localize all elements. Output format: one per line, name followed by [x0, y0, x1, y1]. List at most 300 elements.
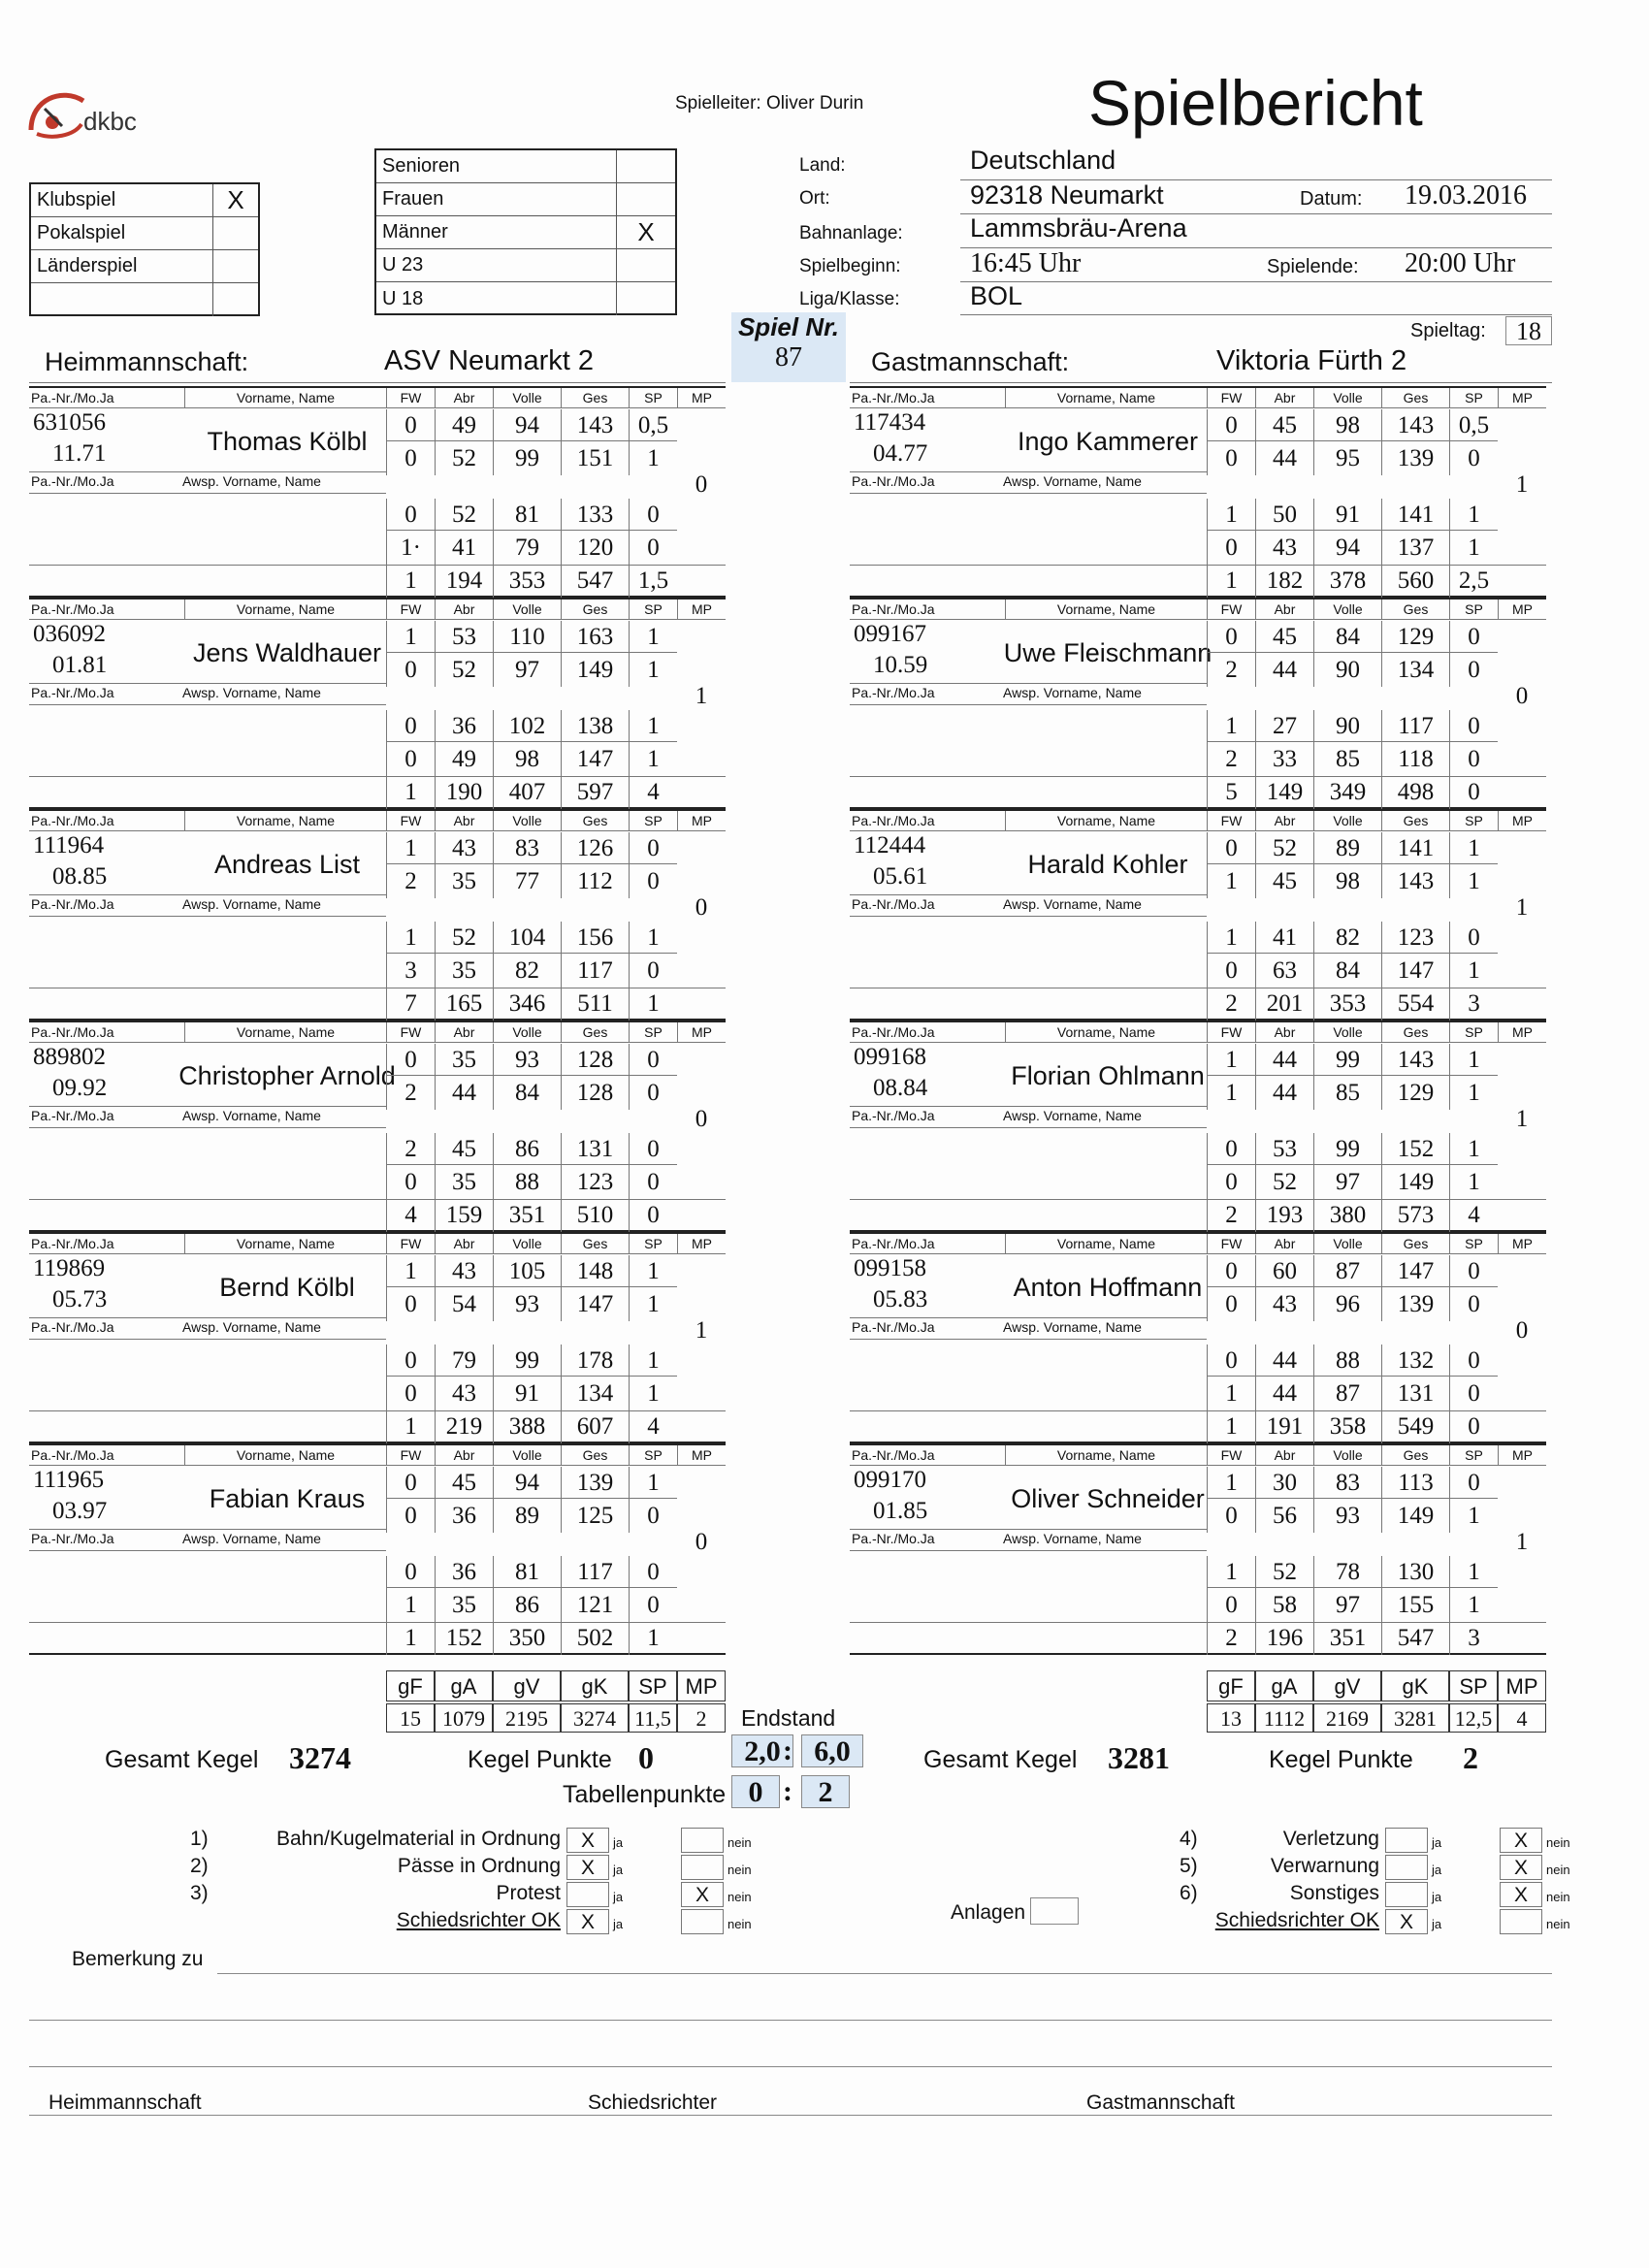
player-name: Oliver Schneider [1011, 1484, 1205, 1513]
totals-value: 3274 [561, 1703, 629, 1733]
total-cell: 549 [1381, 1410, 1449, 1443]
lane-cell: 0 [629, 532, 677, 565]
sub-header-line-2 [29, 493, 386, 494]
class-type-label: Männer [376, 216, 617, 248]
lane-cell: 0 [1207, 1589, 1255, 1622]
col-header-sp: SP [629, 1022, 677, 1042]
datum-label: Datum: [1300, 188, 1363, 210]
totals-header: MP [1498, 1670, 1546, 1701]
check-ja-box[interactable] [1385, 1828, 1428, 1853]
lane-cell: 0 [1449, 1255, 1498, 1288]
col-header-ges: Ges [561, 599, 629, 619]
lane-cell: 84 [1313, 955, 1381, 988]
col-header-substitute: Awsp. Vorname, Name [182, 1108, 321, 1123]
col-header-volle: Volle [493, 1022, 561, 1042]
lane-cell: 1 [1449, 532, 1498, 565]
lane-line [386, 741, 677, 742]
col-header-fw: FW [386, 1234, 435, 1253]
col-header-abr: Abr [435, 811, 493, 830]
lane-cell: 36 [435, 710, 493, 743]
col-header-name: Vorname, Name [1005, 388, 1207, 407]
match-type-mark[interactable]: X [227, 185, 244, 214]
block-header-line [29, 1253, 726, 1254]
total-cell: 3 [1449, 988, 1498, 1021]
col-header-ges: Ges [561, 1022, 629, 1042]
check-nein-box[interactable] [681, 1909, 724, 1934]
lane-cell: 96 [1313, 1288, 1381, 1321]
lane-cell: 85 [1313, 1077, 1381, 1110]
total-cell: 358 [1313, 1410, 1381, 1443]
col-header-substitute: Awsp. Vorname, Name [1003, 473, 1142, 489]
class-type-box [374, 148, 677, 315]
col-header-abr: Abr [435, 599, 493, 619]
totals-header: gK [1381, 1670, 1449, 1701]
check-nein-box[interactable]: X [681, 1882, 724, 1907]
lane-cell: 44 [1255, 442, 1313, 475]
lane-cell: 83 [1313, 1467, 1381, 1500]
col-header-name: Vorname, Name [184, 811, 386, 830]
col-header-substitute: Awsp. Vorname, Name [1003, 1319, 1142, 1335]
player-name: Harald Kohler [1027, 850, 1188, 879]
lane-cell: 104 [493, 922, 561, 955]
lane-cell: 0 [629, 1556, 677, 1589]
match-type-label: Länderspiel [31, 250, 213, 282]
col-header-ges: Ges [1381, 811, 1449, 830]
check-number: 5) [1180, 1855, 1198, 1877]
col-header-pass-sub: Pa.-Nr./Mo.Ja [852, 685, 935, 700]
match-point: 0 [695, 1106, 708, 1132]
away-team-label: Gastmannschaft: [871, 347, 1070, 376]
lane-cell: 149 [1381, 1500, 1449, 1533]
col-header-volle: Volle [493, 599, 561, 619]
lane-cell: 0 [386, 1345, 435, 1377]
total-cell: 607 [561, 1410, 629, 1443]
lane-cell: 56 [1255, 1500, 1313, 1533]
lane-line [1207, 440, 1498, 441]
sub-header-line [850, 683, 1207, 684]
col-header-pass-sub: Pa.-Nr./Mo.Ja [852, 473, 935, 489]
sub-header-line [29, 1317, 386, 1318]
col-header-substitute: Awsp. Vorname, Name [1003, 896, 1142, 912]
lane-cell: 94 [493, 1467, 561, 1500]
check-ja-box[interactable]: X [566, 1828, 609, 1853]
player-pass-number: 099170 [854, 1467, 926, 1493]
total-cell: 1 [386, 776, 435, 809]
col-header-volle: Volle [493, 1234, 561, 1253]
lane-cell: 54 [435, 1288, 493, 1321]
col-header-name: Vorname, Name [184, 599, 386, 619]
lane-cell: 52 [435, 499, 493, 532]
col-header-mp: MP [677, 1022, 726, 1042]
player-name: Florian Ohlmann [1011, 1061, 1205, 1090]
lane-cell: 1 [1449, 499, 1498, 532]
lane-cell: 83 [493, 832, 561, 865]
match-type-label [31, 283, 213, 316]
sub-header-line [850, 471, 1207, 472]
block-header-line [29, 407, 726, 408]
lane-cell: 63 [1255, 955, 1313, 988]
lane-cell: 93 [493, 1044, 561, 1077]
lane-line [386, 1286, 677, 1287]
col-header-volle: Volle [493, 388, 561, 407]
class-type-row [376, 249, 675, 282]
block-header-line [850, 1465, 1546, 1466]
spiel-nr-value: 87 [775, 342, 802, 373]
col-header-fw: FW [386, 1445, 435, 1465]
col-header-ges: Ges [561, 811, 629, 830]
lane-cell: 1 [629, 1345, 677, 1377]
spiel-nr-box [731, 312, 846, 382]
check-ja-box[interactable] [1385, 1882, 1428, 1907]
match-type-label: Pokalspiel [31, 217, 213, 249]
lane-cell: 60 [1255, 1255, 1313, 1288]
ja-label: ja [1432, 1835, 1442, 1850]
liga-value: BOL [970, 281, 1023, 310]
lane-cell: 1 [629, 1467, 677, 1500]
lane-cell: 0,5 [1449, 409, 1498, 442]
lane-cell: 44 [1255, 1377, 1313, 1410]
col-header-sp: SP [629, 1234, 677, 1253]
lane-cell: 45 [1255, 865, 1313, 898]
total-cell: 193 [1255, 1199, 1313, 1232]
lane-cell: 1 [1449, 1556, 1498, 1589]
check-ja-box[interactable]: X [1385, 1909, 1428, 1934]
lane-cell: 1 [1449, 832, 1498, 865]
lane-cell: 52 [1255, 1556, 1313, 1589]
gesamt-kegel-away: 3281 [1108, 1740, 1170, 1775]
total-cell: 165 [435, 988, 493, 1021]
col-header-name: Vorname, Name [184, 1022, 386, 1042]
lane-cell: 81 [493, 499, 561, 532]
sub-header-line-2 [29, 1339, 386, 1340]
lane-cell: 49 [435, 743, 493, 776]
col-header-abr: Abr [435, 388, 493, 407]
total-cell: 0 [1449, 776, 1498, 809]
lane-cell: 0 [629, 1589, 677, 1622]
lane-cell: 133 [561, 499, 629, 532]
lane-cell: 97 [493, 654, 561, 687]
col-header-sp: SP [1449, 388, 1498, 407]
col-header-sp: SP [1449, 599, 1498, 619]
block-header-line [850, 407, 1546, 408]
col-header-mp: MP [677, 1445, 726, 1465]
lane-cell: 87 [1313, 1377, 1381, 1410]
lane-cell: 0 [386, 1166, 435, 1199]
total-cell: 554 [1381, 988, 1449, 1021]
lane-cell: 2 [1207, 743, 1255, 776]
lane-cell: 0 [1449, 1377, 1498, 1410]
lane-cell: 117 [561, 1556, 629, 1589]
lane-cell: 52 [435, 442, 493, 475]
ja-label: ja [1432, 1890, 1442, 1904]
lane-cell: 45 [1255, 621, 1313, 654]
col-header-volle: Volle [1313, 1022, 1381, 1042]
lane-cell: 1 [1449, 1077, 1498, 1110]
lane-cell: 2 [1207, 654, 1255, 687]
total-cell: 4 [629, 1410, 677, 1443]
lane-cell: 110 [493, 621, 561, 654]
block-header-line [29, 1042, 726, 1043]
sub-header-line-2 [29, 1127, 386, 1128]
sub-header-line [29, 683, 386, 684]
lane-cell: 102 [493, 710, 561, 743]
lane-cell: 147 [561, 1288, 629, 1321]
sub-header-line-2 [850, 916, 1207, 917]
totals-value: 3281 [1381, 1703, 1449, 1733]
sub-header-line-2 [850, 1127, 1207, 1128]
nein-label: nein [1546, 1917, 1570, 1931]
anlagen-label: Anlagen [951, 1901, 1026, 1924]
lane-cell: 143 [1381, 1044, 1449, 1077]
total-cell: 1 [386, 1410, 435, 1443]
totals-header: SP [1449, 1670, 1498, 1701]
dkbc-logo [23, 80, 169, 147]
player-birth-date: 05.61 [873, 863, 928, 890]
lane-cell: 148 [561, 1255, 629, 1288]
col-header-pass-sub: Pa.-Nr./Mo.Ja [852, 1108, 935, 1123]
lane-cell: 0 [1207, 409, 1255, 442]
col-header-mp: MP [1498, 1234, 1546, 1253]
lane-cell: 91 [1313, 499, 1381, 532]
lane-cell: 97 [1313, 1166, 1381, 1199]
lane-cell: 90 [1313, 654, 1381, 687]
check-nein-box[interactable]: X [1500, 1882, 1542, 1907]
player-name: Jens Waldhauer [192, 638, 382, 667]
total-cell: 547 [561, 565, 629, 598]
col-header-substitute: Awsp. Vorname, Name [1003, 685, 1142, 700]
lane-cell: 43 [435, 1255, 493, 1288]
player-birth-date: 05.73 [52, 1286, 108, 1312]
col-header-ges: Ges [561, 388, 629, 407]
class-type-mark[interactable]: X [637, 217, 655, 246]
lane-cell: 155 [1381, 1589, 1449, 1622]
total-cell: 0 [629, 1199, 677, 1232]
lane-line [1207, 530, 1498, 531]
player-name: Bernd Kölbl [219, 1273, 355, 1302]
lane-cell: 0 [386, 1377, 435, 1410]
col-header-ges: Ges [1381, 388, 1449, 407]
lane-cell: 35 [435, 865, 493, 898]
endstand-colon: : [783, 1734, 792, 1766]
lane-line [1207, 1286, 1498, 1287]
check-ja-box[interactable]: X [566, 1855, 609, 1880]
lane-cell: 52 [435, 654, 493, 687]
lane-cell: 143 [1381, 409, 1449, 442]
check-ja-box[interactable] [566, 1882, 609, 1907]
svg-text:dkbc: dkbc [83, 107, 137, 136]
col-header-name: Vorname, Name [184, 1445, 386, 1465]
lane-cell: 44 [1255, 654, 1313, 687]
check-nein-box[interactable] [681, 1855, 724, 1880]
lane-cell: 82 [493, 955, 561, 988]
check-nein-box[interactable]: X [1500, 1828, 1542, 1853]
player-pass-number: 099158 [854, 1255, 926, 1281]
lane-line [386, 863, 677, 864]
col-header-abr: Abr [1255, 388, 1313, 407]
lane-cell: 99 [1313, 1044, 1381, 1077]
lane-cell: 149 [561, 654, 629, 687]
lane-cell: 2 [386, 865, 435, 898]
check-label: Schiedsrichter OK [396, 1909, 561, 1931]
spieltag-label: Spieltag: [1410, 320, 1486, 341]
total-cell: 498 [1381, 776, 1449, 809]
match-type-row [31, 283, 258, 316]
col-header-ges: Ges [1381, 1445, 1449, 1465]
kegelpunkte-away-label: Kegel Punkte [1269, 1746, 1413, 1773]
datum-value: 19.03.2016 [1405, 180, 1527, 211]
col-header-sp: SP [1449, 1445, 1498, 1465]
lane-cell: 2 [386, 1077, 435, 1110]
player-block [29, 809, 726, 1021]
ort-label: Ort: [799, 188, 830, 209]
lane-cell: 86 [493, 1589, 561, 1622]
block-header-line [29, 830, 726, 831]
totals-value: 1079 [435, 1703, 493, 1733]
total-cell: 2 [1207, 1622, 1255, 1655]
lane-cell: 0 [1207, 532, 1255, 565]
total-cell: 182 [1255, 565, 1313, 598]
lane-cell: 143 [561, 409, 629, 442]
lane-cell: 0 [1449, 654, 1498, 687]
lane-cell: 0 [1207, 955, 1255, 988]
ende-label: Spielende: [1267, 256, 1359, 277]
lane-cell: 139 [1381, 442, 1449, 475]
player-name: Ingo Kammerer [1017, 427, 1199, 456]
col-header-mp: MP [677, 599, 726, 619]
lane-cell: 129 [1381, 621, 1449, 654]
check-nein-box[interactable]: X [1500, 1855, 1542, 1880]
col-header-pass-sub: Pa.-Nr./Mo.Ja [31, 1531, 114, 1546]
lane-cell: 113 [1381, 1467, 1449, 1500]
lane-cell: 35 [435, 955, 493, 988]
totals-header: gF [1207, 1670, 1255, 1701]
lane-cell: 0 [629, 1044, 677, 1077]
totals-value: 2 [677, 1703, 726, 1733]
lane-cell: 126 [561, 832, 629, 865]
col-header-fw: FW [1207, 388, 1255, 407]
totals-value: 1112 [1255, 1703, 1313, 1733]
lane-cell: 84 [493, 1077, 561, 1110]
player-birth-date: 11.71 [52, 440, 107, 467]
player-pass-number: 111965 [33, 1467, 105, 1493]
sub-header-line [850, 894, 1207, 895]
match-type-box [29, 182, 260, 316]
lane-cell: 0 [1207, 442, 1255, 475]
col-header-pass: Pa.-Nr./Mo.Ja [852, 1447, 935, 1463]
player-block [850, 1232, 1546, 1443]
lane-cell: 1 [386, 621, 435, 654]
match-type-row [31, 250, 258, 283]
match-point: 0 [695, 1529, 708, 1555]
nein-label: nein [1546, 1890, 1570, 1904]
lane-cell: 0 [1449, 1345, 1498, 1377]
col-header-mp: MP [1498, 1445, 1546, 1465]
col-header-substitute: Awsp. Vorname, Name [182, 1531, 321, 1546]
lane-cell: 125 [561, 1500, 629, 1533]
kegelpunkte-away: 2 [1463, 1740, 1478, 1775]
col-header-pass: Pa.-Nr./Mo.Ja [31, 1447, 114, 1463]
lane-line [1207, 1075, 1498, 1076]
class-type-label: U 18 [376, 282, 617, 315]
total-cell: 407 [493, 776, 561, 809]
total-cell: 1 [629, 988, 677, 1021]
class-type-label: Senioren [376, 150, 617, 182]
player-pass-number: 111964 [33, 832, 105, 859]
lane-cell: 35 [435, 1166, 493, 1199]
home-team-name: ASV Neumarkt 2 [384, 345, 594, 376]
anlagen-box[interactable] [1030, 1897, 1079, 1925]
signature-referee: Schiedsrichter [588, 2091, 718, 2114]
totals-header: gA [1255, 1670, 1313, 1701]
player-pass-number: 099168 [854, 1044, 926, 1070]
check-nein-box[interactable] [681, 1828, 724, 1853]
lane-cell: 0 [386, 1288, 435, 1321]
lane-cell: 0 [629, 955, 677, 988]
col-header-volle: Volle [493, 811, 561, 830]
col-header-sp: SP [629, 599, 677, 619]
kegelpunkte-home: 0 [638, 1740, 654, 1775]
lane-cell: 52 [435, 922, 493, 955]
check-ja-box[interactable] [1385, 1855, 1428, 1880]
total-cell: 349 [1313, 776, 1381, 809]
lane-cell: 1 [1207, 922, 1255, 955]
beginn-value: 16:45 Uhr [970, 248, 1082, 278]
lane-line [386, 1498, 677, 1499]
bahn-label: Bahnanlage: [799, 223, 903, 243]
total-cell: 2 [1207, 1199, 1255, 1232]
total-cell: 573 [1381, 1199, 1449, 1232]
match-point: 0 [1515, 1317, 1529, 1344]
col-header-sp: SP [1449, 1022, 1498, 1042]
lane-cell: 93 [493, 1288, 561, 1321]
lane-cell: 1 [1449, 1133, 1498, 1166]
lane-cell: 1· [386, 532, 435, 565]
tabellenpunkte-away: 2 [801, 1775, 850, 1808]
nein-label: nein [728, 1917, 752, 1931]
lane-line [1207, 953, 1498, 954]
col-header-pass: Pa.-Nr./Mo.Ja [852, 1024, 935, 1040]
lane-cell: 0 [1207, 1288, 1255, 1321]
total-cell: 1 [1207, 1410, 1255, 1443]
check-nein-box[interactable] [1500, 1909, 1542, 1934]
lane-cell: 27 [1255, 710, 1313, 743]
total-cell: 194 [435, 565, 493, 598]
sub-header-line-2 [29, 1550, 386, 1551]
col-header-abr: Abr [435, 1234, 493, 1253]
totals-header: gV [493, 1670, 561, 1701]
sub-header-line [850, 1317, 1207, 1318]
lane-cell: 1 [1207, 1077, 1255, 1110]
lane-cell: 0 [386, 1500, 435, 1533]
player-birth-date: 09.92 [52, 1075, 108, 1101]
total-cell: 1 [1207, 565, 1255, 598]
col-header-pass: Pa.-Nr./Mo.Ja [852, 813, 935, 828]
lane-cell: 0 [1207, 621, 1255, 654]
spieltag-value: 18 [1505, 316, 1552, 345]
check-ja-box[interactable]: X [566, 1909, 609, 1934]
lane-cell: 0 [629, 1077, 677, 1110]
tabellenpunkte-home: 0 [731, 1775, 780, 1808]
totals-value: 12,5 [1449, 1703, 1498, 1733]
lane-cell: 1 [1449, 1589, 1498, 1622]
col-header-abr: Abr [435, 1022, 493, 1042]
nein-label: nein [728, 1835, 752, 1850]
lane-cell: 1 [1449, 955, 1498, 988]
lane-line [1207, 1498, 1498, 1499]
lane-cell: 44 [1255, 1077, 1313, 1110]
sub-header-line-2 [850, 1339, 1207, 1340]
lane-cell: 1 [1207, 1044, 1255, 1077]
